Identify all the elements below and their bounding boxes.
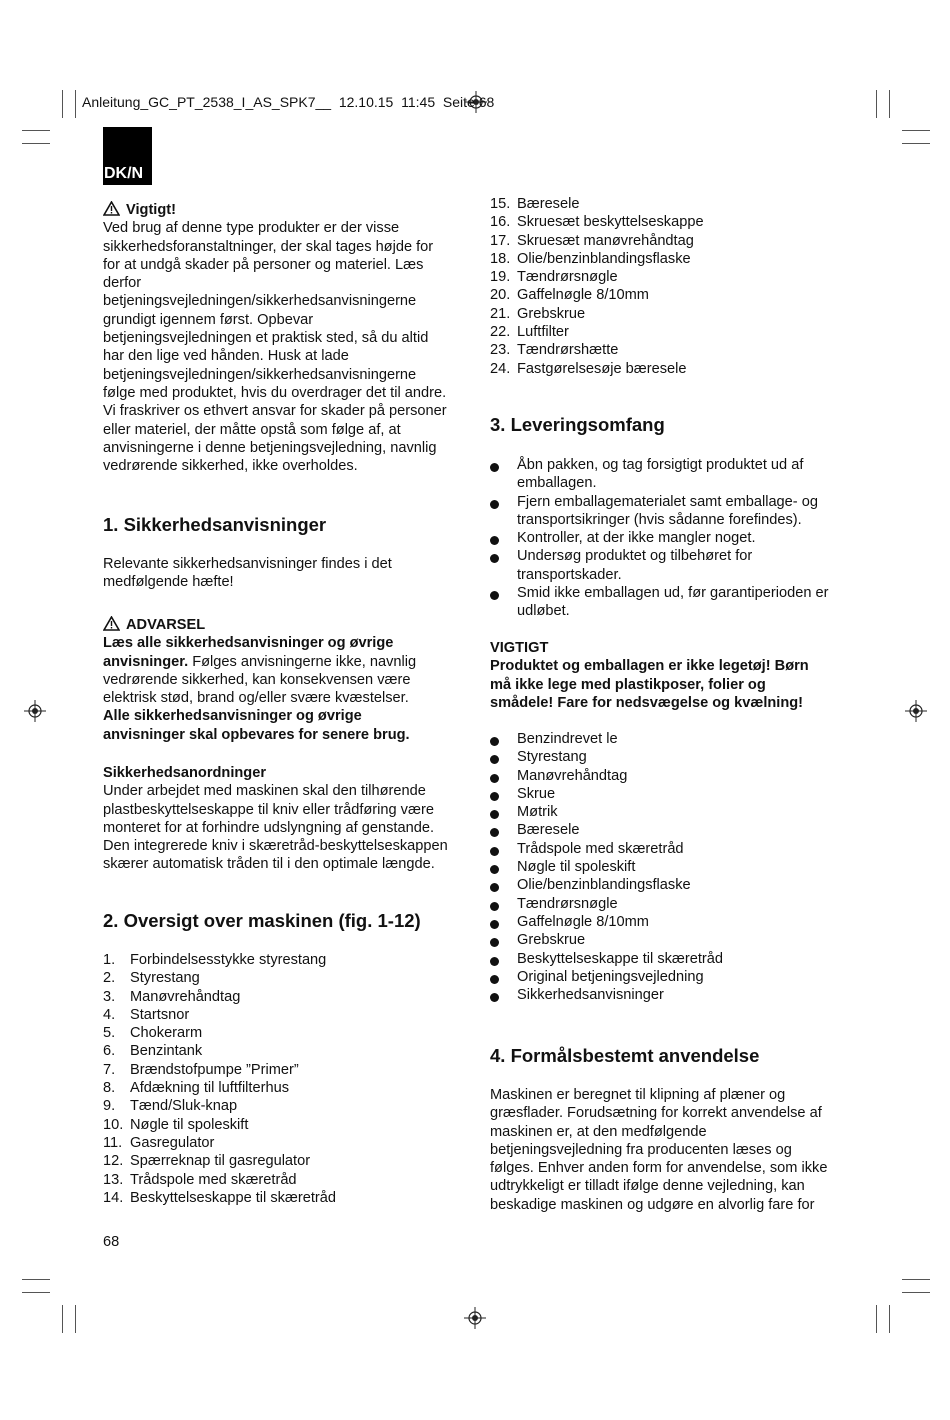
text-line: Under arbejdet med maskinen skal den tilhørende — [103, 783, 426, 800]
item-number: 4. — [103, 1006, 116, 1023]
item-number: 15. — [490, 196, 511, 212]
text-line: betjeningsvejledningen/sikkerhedsanvisningerne — [103, 366, 417, 383]
item-label: Manøvrehåndtag — [130, 988, 241, 1005]
vigtigt-note — [490, 639, 860, 712]
text-line: sikkerhedsforanstaltninger, der skal tages højde for — [103, 238, 434, 255]
section2-title — [103, 910, 421, 932]
text-line: betjeningsvejledning fra producenten læses og — [490, 1141, 792, 1158]
text-line: Skrue — [517, 785, 556, 802]
text-line: Relevante sikkerhedsanvisninger findes i det — [103, 556, 392, 572]
text-line: Kontroller, at der ikke mangler noget. — [517, 530, 756, 547]
vigtigt-text — [103, 219, 473, 475]
text-line: for at undgå skader på personer og materiel. Læs — [103, 256, 424, 273]
text-line: Ved brug af denne type produkter er der visse — [103, 220, 400, 237]
item-number: 20. — [490, 287, 511, 304]
item-label: Afdækning til luftfilterhus — [130, 1080, 289, 1097]
text-line: smådele! Fare for nedsvægelse og kvælning! — [490, 694, 804, 711]
list-item — [490, 268, 860, 286]
parts-list — [103, 951, 473, 1207]
item-number: 24. — [490, 360, 511, 377]
text-line: maskinen er, at den medfølgende — [490, 1123, 707, 1140]
item-label: Skruesæt manøvrehåndtag — [517, 232, 694, 249]
crop-mark — [22, 130, 50, 131]
text-bold: anvisninger. — [103, 653, 189, 670]
item-number: 12. — [103, 1153, 124, 1170]
text-line: transportsikringer (hvis sådanne forefindes). — [517, 511, 802, 528]
sub-heading: Sikkerhedsanordninger — [103, 765, 267, 781]
crop-mark — [902, 143, 930, 144]
bullet-item — [490, 968, 860, 986]
note-heading: VIGTIGT — [490, 640, 549, 656]
item-label: Trådspole med skæretråd — [130, 1171, 297, 1188]
page-number: 68 — [103, 1234, 120, 1250]
registration-mark-icon — [905, 700, 927, 722]
text-line: Gaffelnøgle 8/10mm — [517, 913, 649, 930]
text-line: Den integrerede kniv i skæretråd-beskyttelseskappen — [103, 838, 448, 855]
list-item — [103, 969, 473, 987]
language-tag — [103, 127, 152, 185]
bullet-item — [490, 913, 860, 931]
text-line: Maskinen er beregnet til klipning af plæner og — [490, 1087, 786, 1103]
delivery-steps — [490, 456, 860, 621]
item-number: 1. — [103, 952, 116, 968]
text-line: anvisningerne i denne betjeningsvejledning, navnlig — [103, 439, 437, 456]
text-line: Bæresele — [517, 822, 580, 839]
text-line: udtrykkeligt er tilladt ifølge denne vejledning, kan — [490, 1178, 805, 1195]
item-label: Olie/benzinblandingsflaske — [517, 250, 691, 267]
bullet-item — [490, 895, 860, 913]
list-item — [103, 1061, 473, 1079]
item-label: Skruesæt beskyttelseskappe — [517, 214, 704, 231]
text-line: Møtrik — [517, 804, 558, 821]
item-label: Startsnor — [130, 1006, 190, 1023]
crop-mark — [75, 90, 76, 118]
advarsel-block — [103, 616, 473, 744]
text-line: må ikke lege med plastikposer, folier og — [490, 676, 766, 693]
text-line: Åbn pakken, og tag forsigtigt produktet ud af — [517, 457, 804, 473]
list-item — [490, 323, 860, 341]
text-line: monteret for at forhindre udslyngning af genstande. — [103, 819, 435, 836]
text-line: Nøgle til spoleskift — [517, 859, 636, 876]
crop-mark — [902, 130, 930, 131]
text-line: Læs alle sikkerhedsanvisninger og øvrige — [103, 635, 394, 652]
package-contents — [490, 730, 860, 1004]
warning-triangle-icon — [103, 201, 120, 216]
list-item — [103, 1079, 473, 1097]
crop-mark — [889, 1305, 890, 1333]
file-slug: Anleitung_GC_PT_2538_I_AS_SPK7__ 12.10.15 11:45 Seite 68 — [82, 94, 495, 110]
list-item — [103, 1042, 473, 1060]
list-item — [103, 951, 473, 969]
item-number: 8. — [103, 1080, 116, 1097]
section3-title — [490, 414, 665, 436]
crop-mark — [889, 90, 890, 118]
bullet-item — [490, 858, 860, 876]
item-number: 18. — [490, 250, 511, 267]
sub-text — [103, 782, 473, 873]
list-item — [103, 1134, 473, 1152]
item-label: Tænd/Sluk-knap — [130, 1098, 238, 1115]
item-number: 16. — [490, 214, 511, 231]
list-item — [490, 360, 860, 378]
item-label: Fastgørelsesøje bæresele — [517, 360, 687, 377]
item-label: Gasregulator — [130, 1134, 215, 1151]
crop-mark — [62, 90, 63, 118]
item-label: Luftfilter — [517, 324, 569, 341]
bullet-item — [490, 821, 860, 839]
item-label: Tændrørsnøgle — [517, 269, 618, 286]
sikkerhedsanordninger-block — [103, 764, 473, 874]
item-number: 9. — [103, 1098, 116, 1115]
item-label: Styrestang — [130, 970, 200, 987]
item-label: Benzintank — [130, 1043, 203, 1060]
text-line: skærer automatisk tråden til i den optimale længde. — [103, 856, 435, 873]
bullet-item — [490, 730, 860, 748]
text-line: emballagen. — [517, 475, 597, 492]
bullet-item — [490, 456, 860, 493]
crop-mark — [876, 90, 877, 118]
registration-mark-icon — [24, 700, 46, 722]
list-item — [490, 341, 860, 359]
bullet-item — [490, 803, 860, 821]
item-label: Brændstofpumpe ”Primer” — [130, 1061, 299, 1078]
text-line: Grebskrue — [517, 932, 586, 949]
item-number: 23. — [490, 342, 511, 359]
text-line: har den lige ved hånden. Husk at lade — [103, 348, 349, 365]
text-line: Smid ikke emballagen ud, før garantiperioden er — [517, 585, 829, 602]
text-line: vedrørende sikkerhed, kan konsekvensen være — [103, 671, 411, 688]
text-line: grundigt igennem først. Opbevar — [103, 311, 314, 328]
crop-mark — [62, 1305, 63, 1333]
section4-heading: 4. Formålsbestemt anvendelse — [490, 1045, 760, 1066]
list-item — [490, 305, 860, 323]
item-number: 11. — [103, 1134, 123, 1151]
list-item — [103, 1024, 473, 1042]
crop-mark — [22, 1279, 50, 1280]
text-line: Vi fraskriver os ethvert ansvar for skader på personer — [103, 403, 447, 420]
crop-mark — [75, 1305, 76, 1333]
text-line: Tændrørsnøgle — [517, 895, 618, 912]
crop-mark — [902, 1279, 930, 1280]
text-line: følges. Enhver anden form for anvendelse, som ikke — [490, 1160, 828, 1177]
text-line: anvisninger skal opbevares for senere brug. — [103, 726, 410, 743]
crop-mark — [902, 1292, 930, 1293]
text-line: Original betjeningsvejledning — [517, 968, 704, 985]
list-item — [103, 1006, 473, 1024]
list-item — [490, 286, 860, 304]
vigtigt-heading-text: Vigtigt! — [126, 202, 176, 218]
item-number: 10. — [103, 1116, 124, 1133]
list-item — [490, 250, 860, 268]
item-number: 5. — [103, 1025, 116, 1042]
text-line: Beskyttelseskappe til skæretråd — [517, 950, 724, 967]
text-line: Alle sikkerhedsanvisninger og øvrige — [103, 708, 362, 725]
list-item — [103, 1152, 473, 1170]
language-tag-label: DK/N — [104, 165, 144, 182]
vigtigt-block — [103, 201, 473, 475]
text-line: Manøvrehåndtag — [517, 767, 628, 784]
text-line: Produktet og emballagen er ikke legetøj! Børn — [490, 658, 809, 675]
text-line: udløbet. — [517, 603, 570, 620]
warning-triangle-icon — [103, 616, 120, 631]
list-item — [490, 195, 860, 213]
list-item — [103, 988, 473, 1006]
item-number: 6. — [103, 1043, 116, 1060]
text-line: transportskader. — [517, 566, 622, 583]
list-item — [103, 1116, 473, 1134]
text-line: betjeningsvejledningen/sikkerhedsanvisningerne — [103, 293, 417, 310]
text-line: græsflader. Forudsætning for korrekt anvendelse af — [490, 1105, 822, 1122]
section1-heading: 1. Sikkerhedsanvisninger — [103, 514, 327, 535]
item-number: 14. — [103, 1189, 124, 1206]
item-label: Spærreknap til gasregulator — [130, 1153, 311, 1170]
list-item — [490, 213, 860, 231]
crop-mark — [22, 1292, 50, 1293]
item-number: 19. — [490, 269, 511, 286]
advarsel-heading-text: ADVARSEL — [126, 617, 206, 633]
item-number: 2. — [103, 970, 116, 987]
parts-list-continued — [490, 195, 860, 378]
text-line: vedrørende sikkerhed, ikke overholdes. — [103, 458, 358, 475]
item-label: Tændrørshætte — [517, 342, 619, 359]
registration-mark-icon — [464, 1307, 486, 1329]
text-line: elektrisk stød, brand og/eller svære kvæstelser. — [103, 690, 409, 707]
list-item — [103, 1189, 473, 1207]
bullet-item — [490, 547, 860, 584]
text-line: Styrestang — [517, 749, 587, 766]
bullet-item — [490, 876, 860, 894]
section4-text — [490, 1086, 860, 1214]
item-label: Chokerarm — [130, 1025, 203, 1042]
item-number: 22. — [490, 324, 511, 341]
item-number: 21. — [490, 305, 511, 322]
item-number: 13. — [103, 1171, 124, 1188]
item-number: 7. — [103, 1061, 116, 1078]
text-line: eller materiel, der måtte opstå som følge af, at — [103, 421, 401, 438]
bullet-item — [490, 950, 860, 968]
list-item — [103, 1171, 473, 1189]
item-label: Forbindelsesstykke styrestang — [130, 952, 327, 968]
text-line: beskadige maskinen og udgøre en alvorlig fare for — [490, 1196, 815, 1213]
bullet-item — [490, 748, 860, 766]
section3-heading: 3. Leveringsomfang — [490, 414, 665, 435]
list-item — [103, 1097, 473, 1115]
text-line: Fjern emballagematerialet samt emballage- og — [517, 493, 818, 510]
text-line: plastbeskyttelseskappe til kniv eller trådføring være — [103, 801, 434, 818]
section1-title — [103, 514, 326, 536]
crop-mark — [876, 1305, 877, 1333]
text-line: derfor — [103, 275, 142, 292]
item-number: 3. — [103, 988, 116, 1005]
text-line: Benzindrevet le — [517, 731, 618, 747]
bullet-item — [490, 529, 860, 547]
text-line: betjeningsvejledningen et praktisk sted, så du altid — [103, 330, 429, 347]
vigtigt-heading — [103, 201, 473, 219]
text-line: følge med produktet, hvis du overdrager det til andre. — [103, 384, 447, 401]
text-line: Olie/benzinblandingsflaske — [517, 877, 691, 894]
text-line: Følges anvisningerne ikke, navnlig — [188, 653, 417, 670]
item-label: Grebskrue — [517, 305, 586, 322]
section2-heading: 2. Oversigt over maskinen (fig. 1-12) — [103, 910, 421, 931]
text-line: Sikkerhedsanvisninger — [517, 987, 664, 1004]
section4-title — [490, 1045, 759, 1067]
bullet-item — [490, 785, 860, 803]
list-item — [490, 232, 860, 250]
bullet-item — [490, 840, 860, 858]
crop-mark — [22, 143, 50, 144]
section1-intro — [103, 555, 473, 592]
text-line: medfølgende hæfte! — [103, 574, 234, 591]
item-label: Bæresele — [517, 196, 580, 212]
item-label: Gaffelnøgle 8/10mm — [517, 287, 649, 304]
bullet-item — [490, 493, 860, 530]
text-line: Trådspole med skæretråd — [517, 840, 684, 857]
item-label: Beskyttelseskappe til skæretråd — [130, 1189, 337, 1206]
text-line: Undersøg produktet og tilbehøret for — [517, 548, 753, 565]
item-number: 17. — [490, 232, 511, 249]
bullet-item — [490, 931, 860, 949]
bullet-item — [490, 986, 860, 1004]
bullet-item — [490, 584, 860, 621]
advarsel-heading — [103, 616, 473, 634]
item-label: Nøgle til spoleskift — [130, 1116, 249, 1133]
bullet-item — [490, 767, 860, 785]
